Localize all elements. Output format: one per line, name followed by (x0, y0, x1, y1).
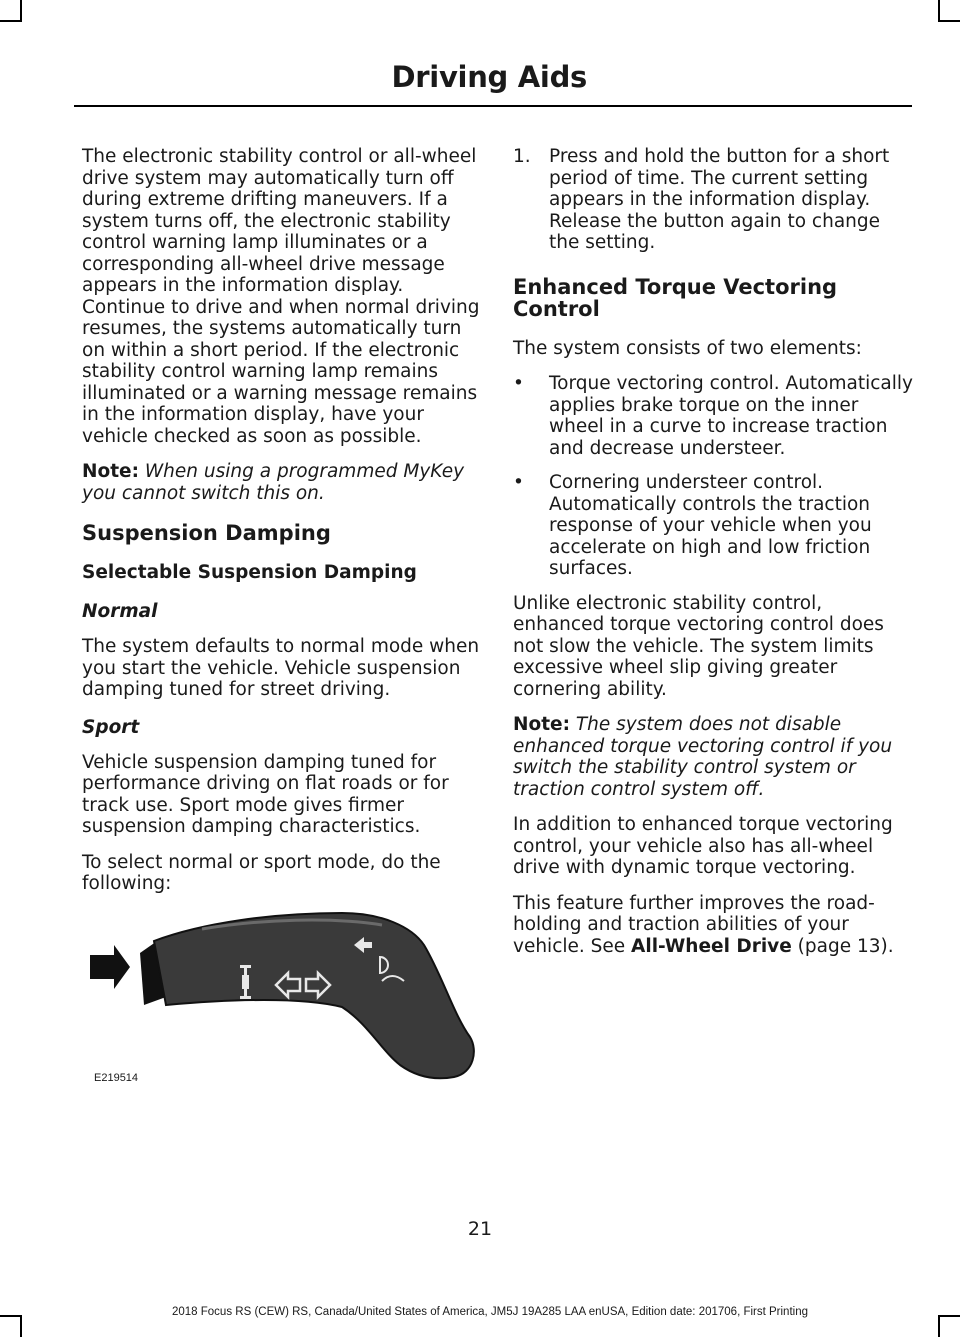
note-text: The system does not disable enhanced torque vectoring control if you switch the stability control system or traction control system off. (513, 714, 893, 800)
list-item-text: Torque vectoring control. Automatically applies brake torque on the inner wheel in a curve to increase traction and decrease understeer. (549, 373, 913, 459)
header-rule (74, 105, 912, 107)
note-text: When using a programmed MyKey you cannot switch this on. (82, 461, 465, 504)
sport-mode-paragraph: Vehicle suspension damping tuned for performance driving on flat roads or for track use. Sport mode gives firmer suspension damping characteristics. (82, 751, 449, 837)
note-label: Note: (513, 714, 570, 735)
normal-mode-paragraph: The system defaults to normal mode when you start the vehicle. Vehicle suspension damping tuned for street driving. (82, 636, 480, 700)
crop-mark-top-right (938, 0, 940, 22)
addition-paragraph: In addition to enhanced torque vectoring control, your vehicle also has all-wheel drive with dynamic torque vectoring. (513, 814, 893, 878)
select-mode-paragraph: To select normal or sport mode, do the following: (82, 851, 441, 894)
crop-mark-top-left-h (0, 20, 22, 22)
note-label: Note: (82, 461, 139, 482)
all-wheel-drive-link[interactable]: All-Wheel Drive (631, 935, 792, 957)
left-column (82, 146, 482, 909)
list-item (513, 373, 913, 459)
consists-paragraph: The system consists of two elements: (513, 337, 862, 359)
list-item (513, 472, 913, 580)
normal-mode-label: Normal (82, 601, 158, 622)
stalk-body (154, 913, 474, 1078)
right-column (513, 146, 913, 971)
crop-mark-bottom-right (938, 1315, 940, 1337)
page-number: 21 (467, 1218, 493, 1240)
page-title: Driving Aids (391, 60, 587, 94)
selectable-suspension-subheading: Selectable Suspension Damping (82, 562, 417, 583)
mykey-note (82, 461, 482, 504)
suspension-damping-heading: Suspension Damping (82, 521, 331, 545)
list-item-text: Cornering understeer control. Automatically controls the traction response of your vehicle when you accelerate on high and low friction surfaces. (549, 472, 872, 579)
unlike-esc-paragraph: Unlike electronic stability control, enhanced torque vectoring control does not slow the vehicle. The system limits excessive wheel slip giving greater cornering ability. (513, 592, 884, 700)
step-number: 1. (513, 146, 531, 167)
page-reference: (page 13). (797, 935, 894, 957)
crop-mark-top-left (20, 0, 22, 22)
bullet-icon: • (513, 472, 524, 493)
crop-mark-bottom-left (20, 1315, 22, 1337)
feature-text: This feature further improves the road-holding and traction abilities of your vehicle. See (513, 892, 875, 957)
pointer-arrow-icon (90, 945, 130, 989)
disable-note (513, 714, 913, 800)
step-1 (513, 146, 913, 254)
turn-signal-stalk-illustration (82, 905, 482, 1095)
feature-paragraph (513, 893, 913, 958)
esc-awd-paragraph: The electronic stability control or all-wheel drive system may automatically turn off during extreme drifting maneuvers. If a system turns off, the electronic stability control warning lamp illuminates or a corresponding all-wheel drive message appears in the information display. Continue to drive and when normal driving resumes, the systems automatically turn on within a short period. If the electronic stability control warning lamp remains illuminated or a warning message remains in the information display, have your vehicle checked as soon as possible. (82, 146, 480, 447)
figure-label: E219514 (94, 1072, 139, 1084)
torque-vectoring-heading: Enhanced Torque Vectoring Control (513, 274, 838, 321)
step-text: Press and hold the button for a short period of time. The current setting appears in the information display. Release the button again to change the setting. (549, 146, 890, 253)
stalk-figure (82, 905, 482, 1095)
crop-mark-top-right-h (938, 20, 960, 22)
sport-mode-label: Sport (82, 716, 140, 738)
bullet-icon: • (513, 373, 524, 394)
edition-footer: 2018 Focus RS (CEW) RS, Canada/United States of America, JM5J 19A285 LAA enUSA, Edition date: 201706, First Printing (171, 1306, 808, 1318)
